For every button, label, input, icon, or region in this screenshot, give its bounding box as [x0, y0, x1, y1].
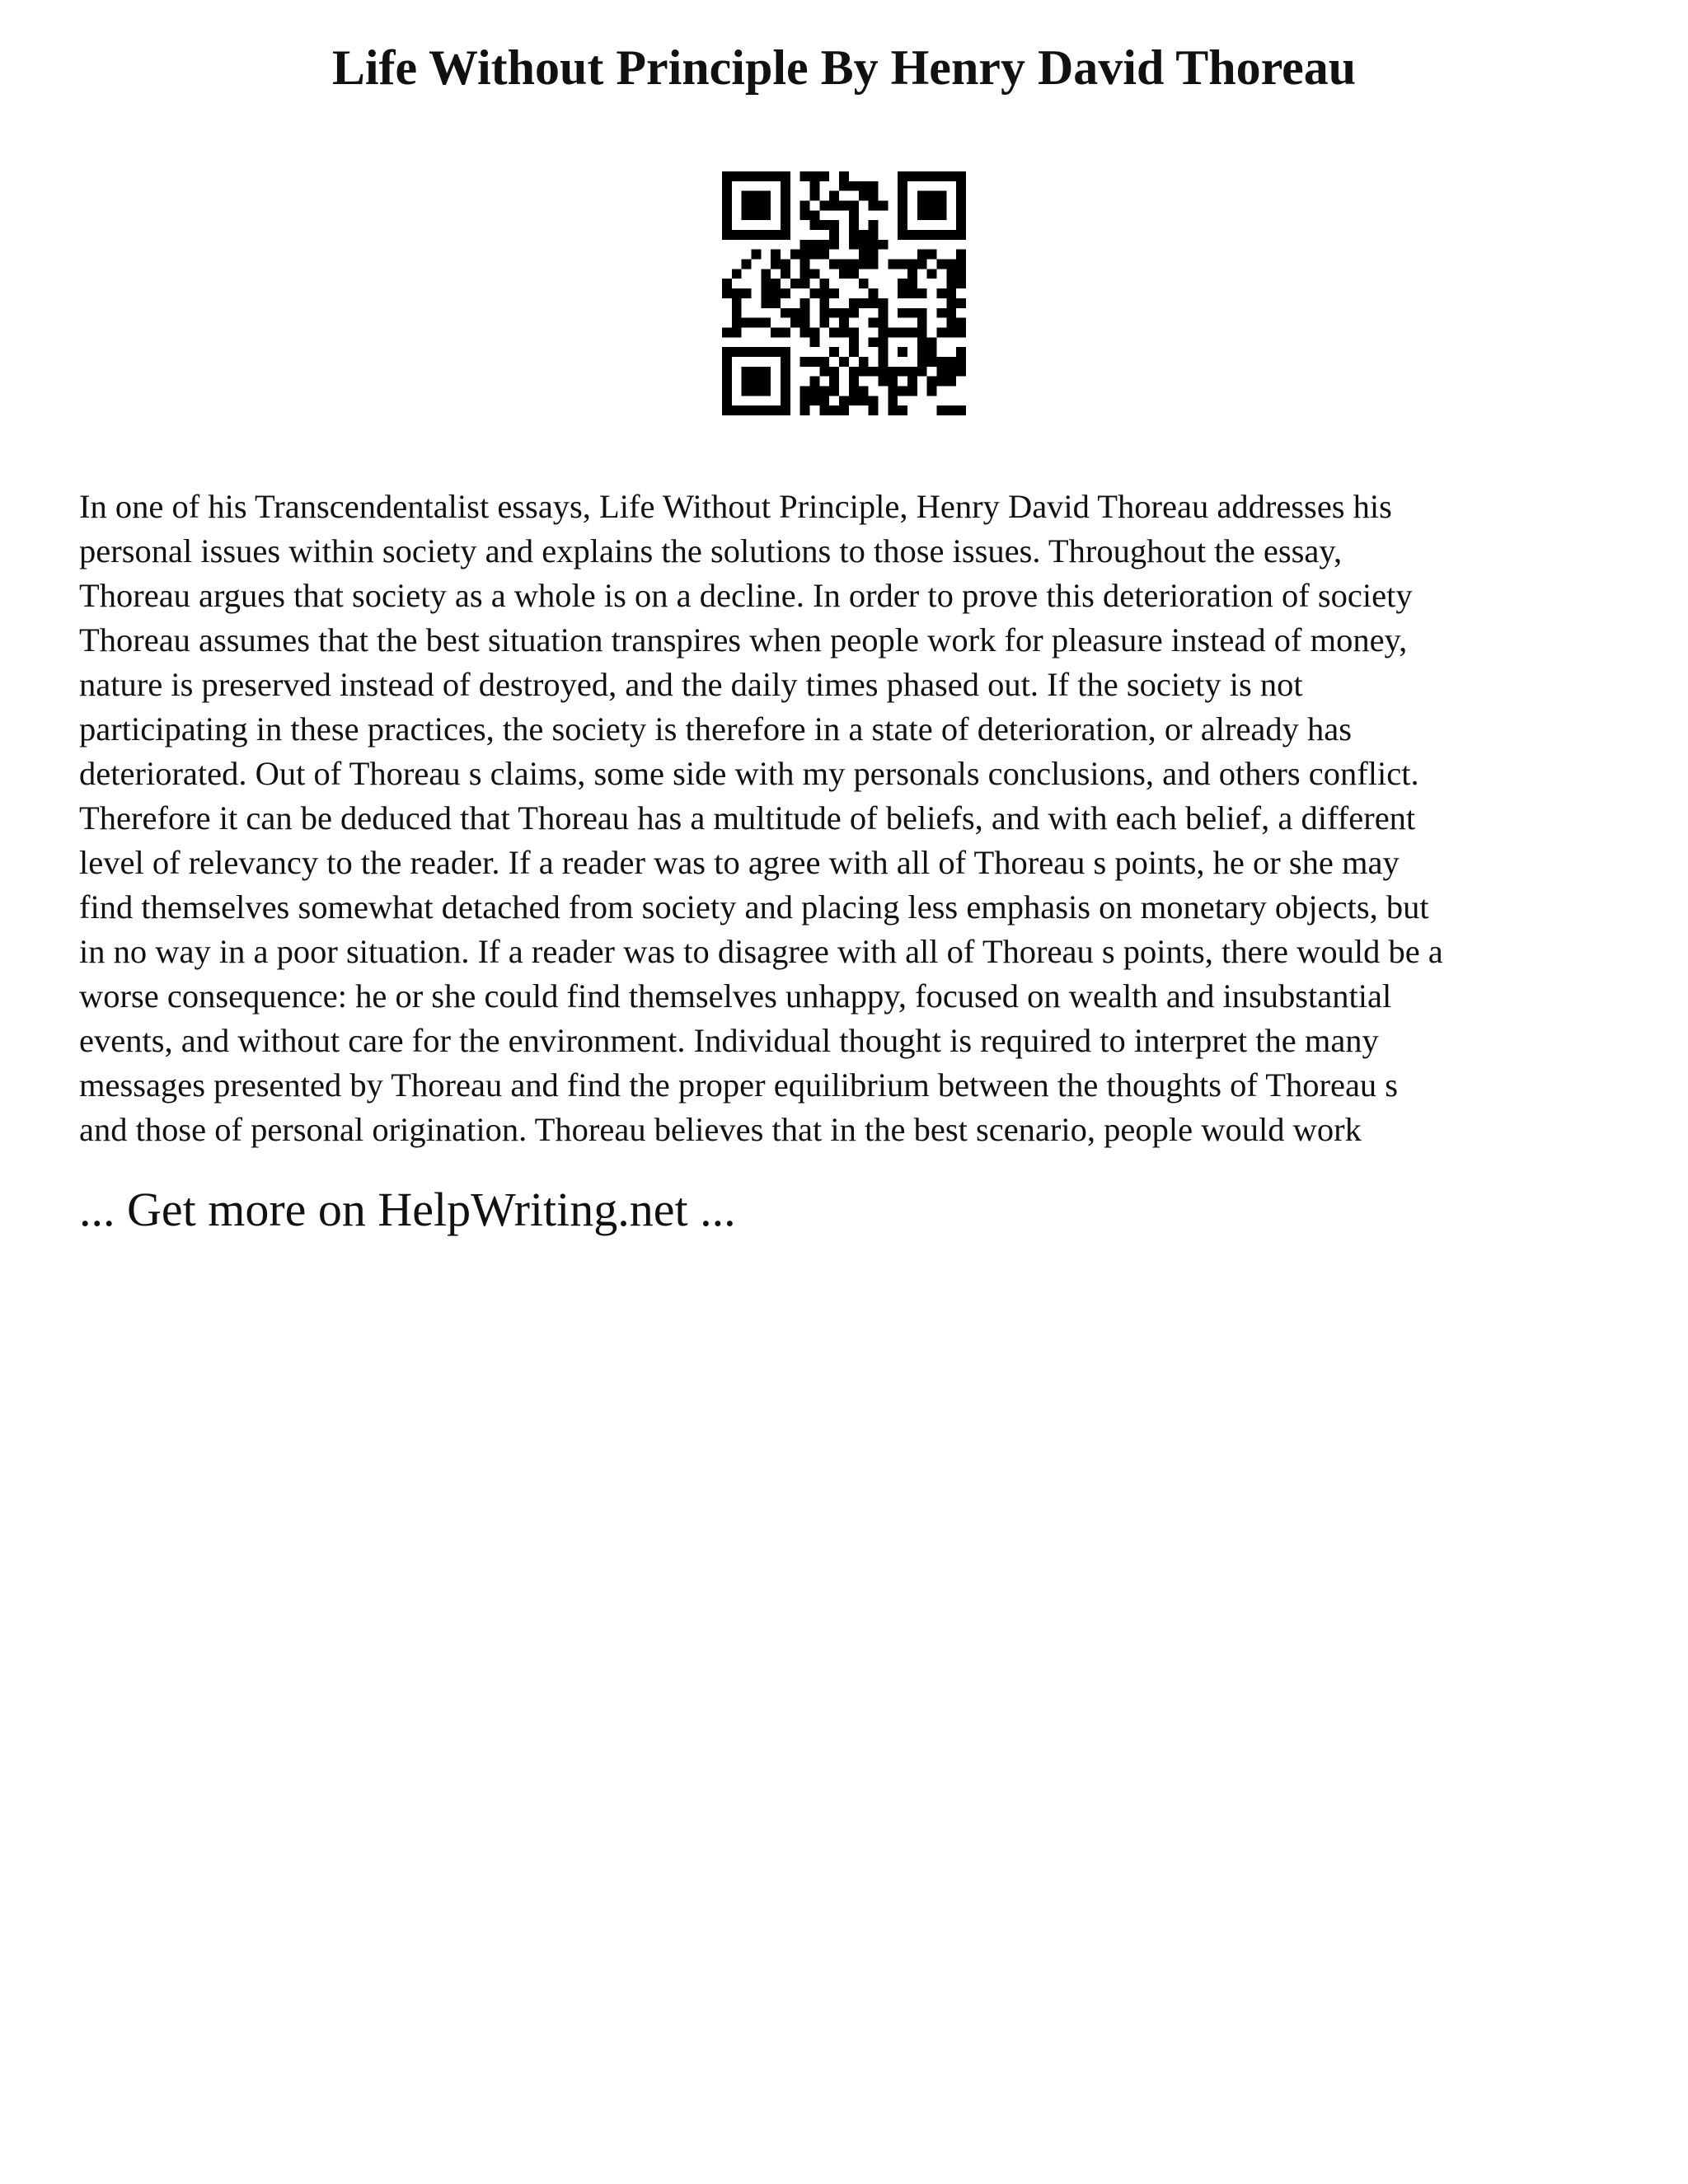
essay-paragraph: In one of his Transcendentalist essays, Life Without Principle, Henry David Thoreau addresses his personal issues within society and explains the solutions to those issues. Throughout the essay, Thoreau argues that society as a whole is on a decline. In order to prove this deterioration of society Thoreau assumes that the best situation transpires when people work for pleasure instead of money, nature is preserved instead of destroyed, and the daily times phased out. If the society is not participating in these practices, the society is therefore in a state of deterioration, or already has deteriorated. Out of Thoreau s claims, some side with my personals conclusions, and others conflict. Therefore it can be deduced that Thoreau has a multitude of beliefs, and with each belief, a different level of relevancy to the reader. If a reader was to agree with all of Thoreau s points, he or she may find themselves somewhat detached from society and placing less emphasis on monetary objects, but in no way in a poor situation. If a reader was to disagree with all of Thoreau s points, there would be a worse consequence: he or she could find themselves unhappy, focused on wealth and insubstantial events, and without care for the environment. Individual thought is required to interpret the many messages presented by Thoreau and find the proper equilibrium between the thoughts of Thoreau s and those of personal origination. Thoreau believes that in the best scenario, people would work — [79, 488, 1443, 1148]
document-title: Life Without Principle By Henry David Thoreau — [331, 40, 1357, 95]
get-more-link[interactable]: ... Get more on HelpWriting.net ... — [79, 1183, 736, 1236]
qr-code-icon — [722, 171, 966, 415]
